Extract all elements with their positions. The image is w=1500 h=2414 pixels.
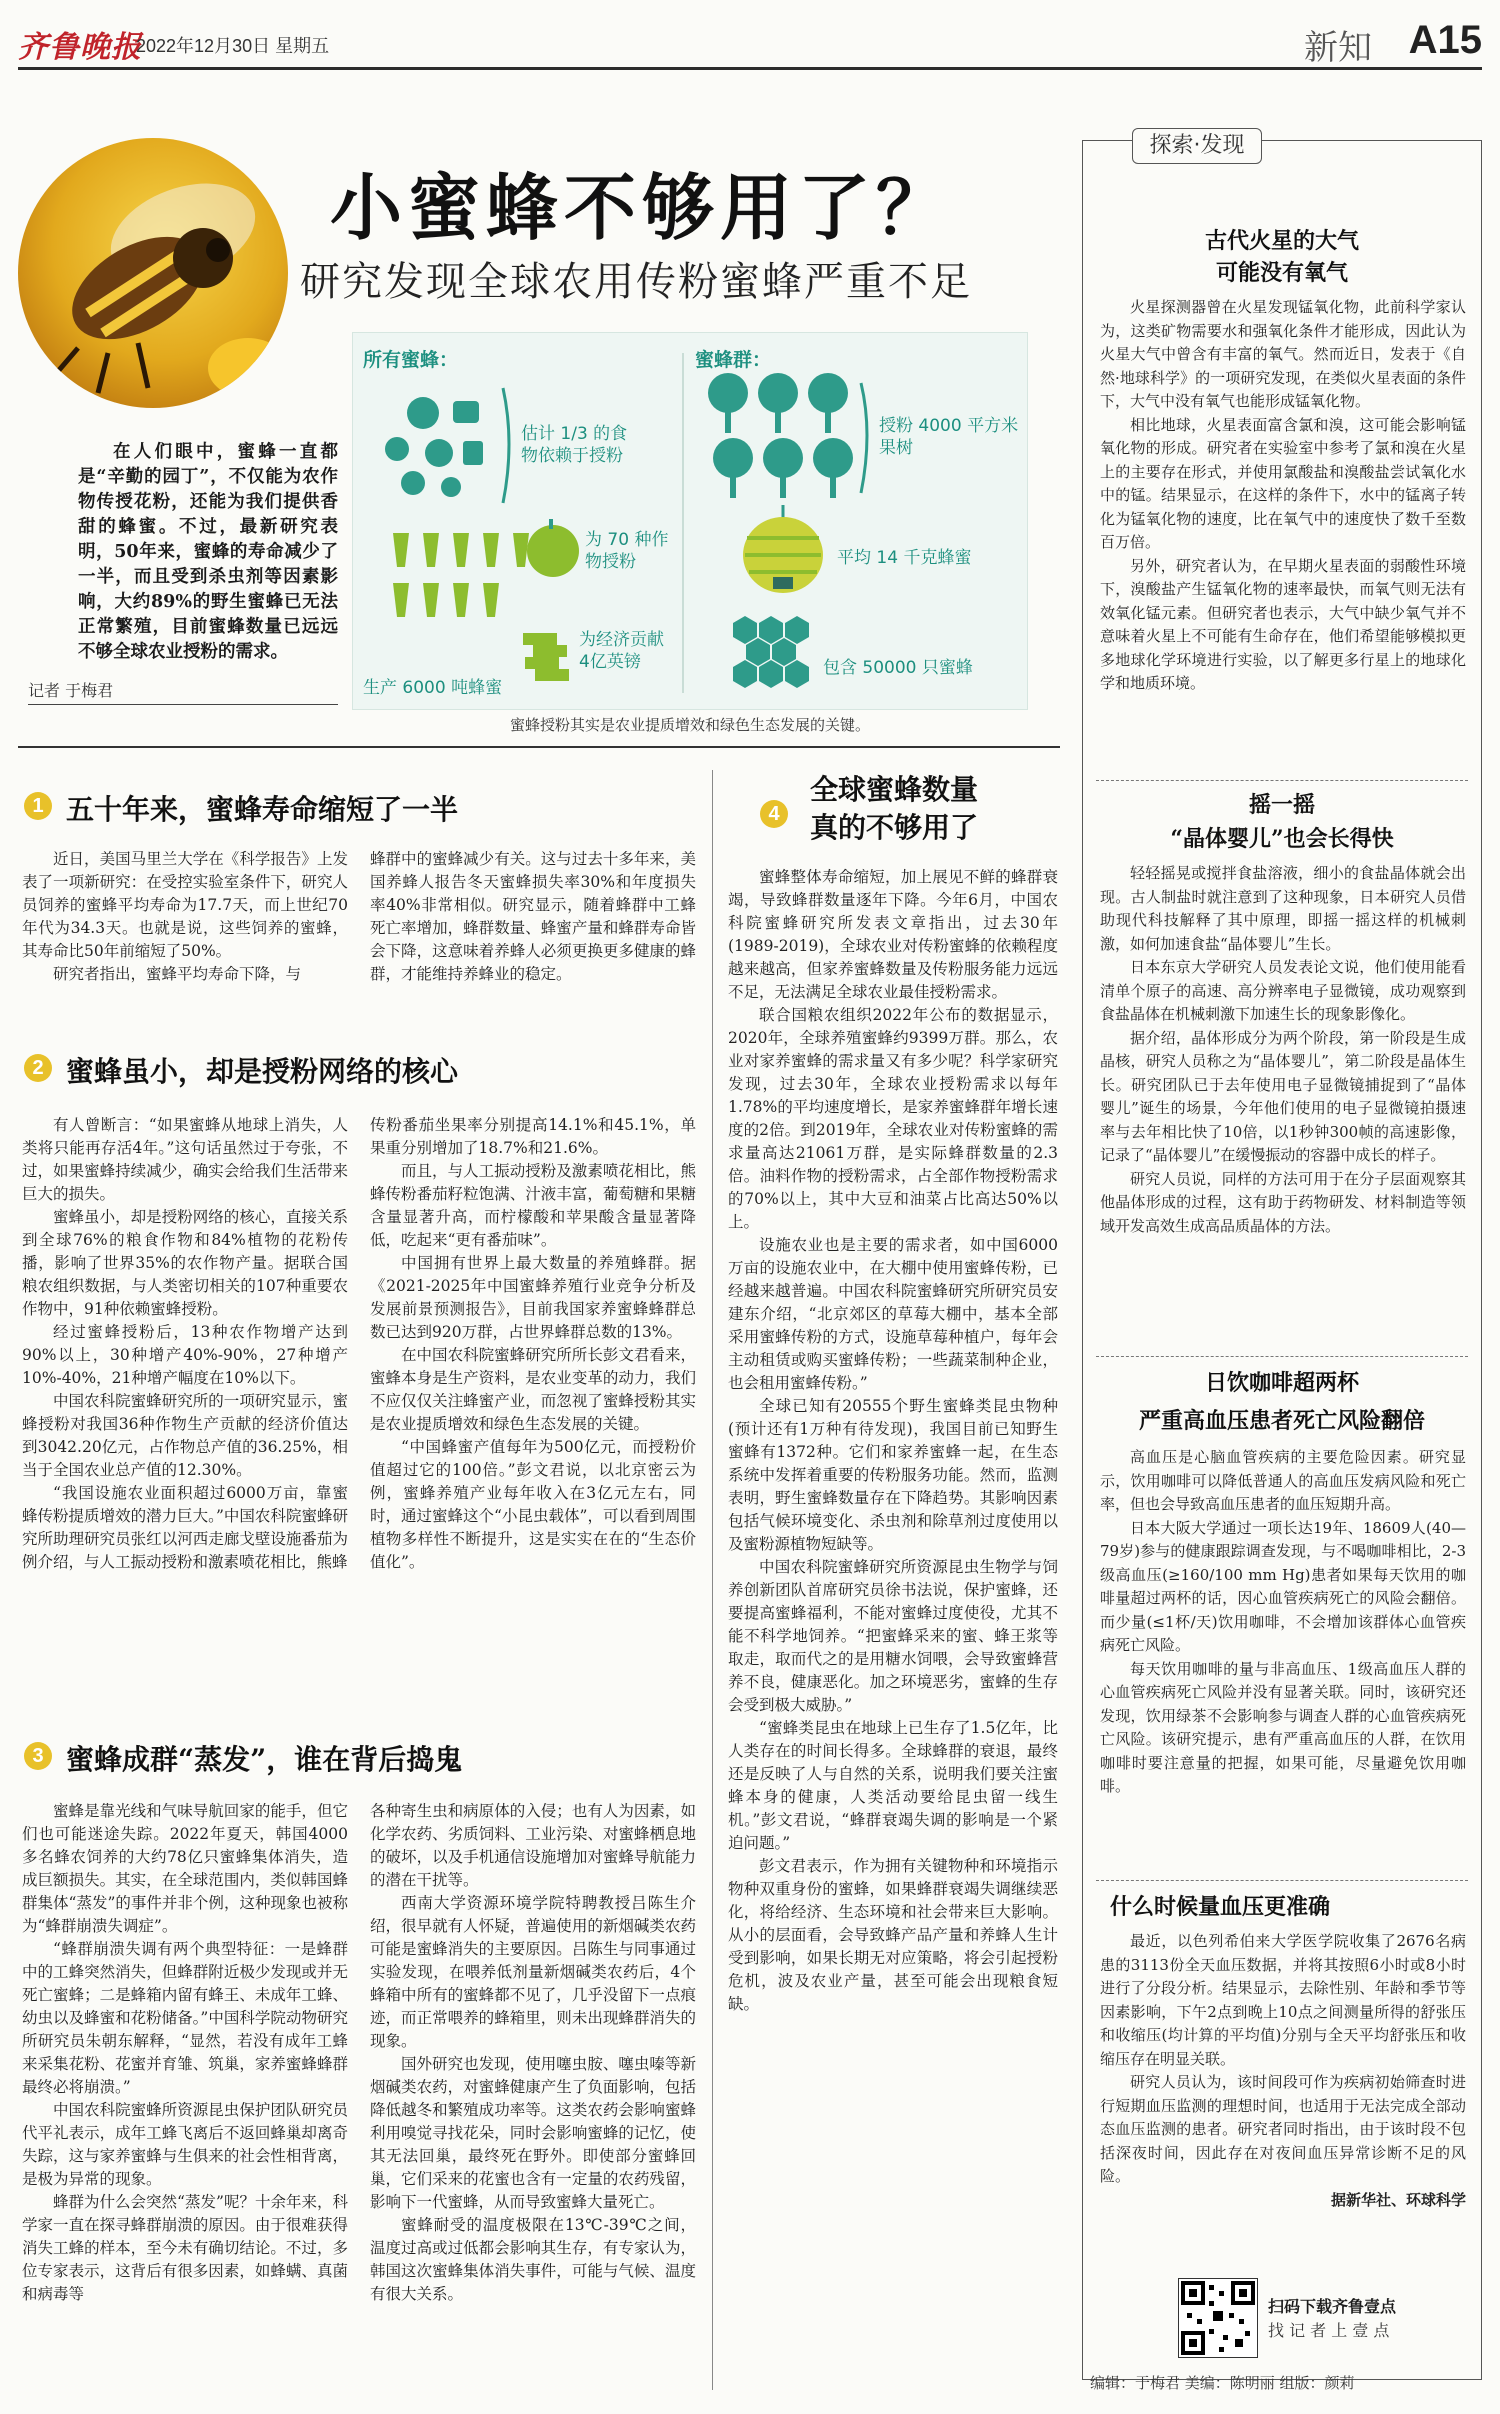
section-4-title-line2: 真的不够用了: [810, 811, 979, 844]
article-1-body: [1100, 296, 1466, 696]
sidebar-tag: 探索·发现: [1132, 128, 1262, 164]
section-1-number: 1: [24, 792, 52, 820]
section-4-number: 4: [760, 800, 788, 828]
editor-credits: 编辑：于梅君 美编：陈明丽 组版：颜莉: [1090, 2374, 1355, 2392]
paragraph: “中国蜂蜜产值每年为500亿元，而授粉价值超过它的100倍。”彭文君说，以北京密云为例，蜜蜂养殖产业每年收入在3亿元左右，同时，通过蜜蜂这个“小昆虫载体”，可以看到周围植物多样性不断提升，这是实实在在的“生态价值化”。: [370, 1438, 696, 1571]
article-4-body: [1100, 1930, 1466, 2212]
paragraph: 蜜蜂耐受的温度极限在13℃-39℃之间，温度过高或过低都会影响其生存，有专家认为，韩国这次蜜蜂集体消失事件，可能与气候、温度有很大关系。: [370, 2216, 696, 2303]
source-credit: 据新华社、环球科学: [1330, 2190, 1466, 2209]
paragraph: 各种寄生虫和病原体的入侵；也有人为因素，如化学农药、劣质饲料、工业污染、对蜜蜂栖息地的破坏，以及手机通信设施增加对蜜蜂导航能力的潜在干扰等。: [370, 1802, 696, 1889]
section-1-title: 五十年来，蜜蜂寿命缩短了一半: [66, 793, 459, 826]
paragraph: 国外研究也发现，使用噻虫胺、噻虫嗪等新烟碱类农药，对蜜蜂健康产生了负面影响，包括降低越冬和繁殖成功率等。这类农药会影响蜜蜂利用嗅觉寻找花朵，同时会影响蜜蜂的记忆，使其无法回巢，最终死在野外。即使部分蜜蜂回巢，它们采来的花蜜也含有一定量的农药残留，影响下一代蜜蜂，从而导致蜜蜂大量死亡。: [370, 2055, 696, 2211]
paragraph: 每天饮用咖啡的量与非高血压、1级高血压人群的心血管疾病死亡风险并没有显著关联。同时，该研究还发现，饮用绿茶不会影响参与调查人群的心血管疾病死亡风险。该研究提示，患有严重高血压的人群，在饮用咖啡时要注意量的把握，如果可能，尽量避免饮用咖啡。: [1100, 1659, 1466, 1795]
article-2-title-line1: 摇一摇: [1248, 792, 1315, 818]
paragraph: 在中国农科院蜜蜂研究所所长彭文君看来，蜜蜂本身是生产资料，是农业变革的动力，我们不应仅仅关注蜂蜜产业，而忽视了蜜蜂授粉其实是农业提质增效和绿色生态发展的关键。: [370, 1346, 696, 1433]
sidebar-separator: [1096, 1880, 1468, 1881]
masthead: [18, 18, 1482, 70]
column-divider: [712, 770, 713, 2390]
paragraph: 据介绍，晶体形成分为两个阶段，第一阶段是生成晶核，研究人员称之为“晶体婴儿”，第二阶段是晶体生长。研究团队已于去年使用电子显微镜捕捉到了“晶体婴儿”诞生的场景，今年他们使用的电子显微镜拍摄速率与去年相比快了10倍，以1秒钟300帧的高速影像，记录了“晶体婴儿”在缓慢振动的容器中成长的样子。: [1100, 1028, 1466, 1164]
infographic-item-economy: 为经济贡献 4亿英镑: [579, 630, 664, 672]
paragraph: 蜜蜂整体寿命缩短，加上展见不鲜的蜂群衰竭，导致蜂群数量逐年下降。今年6月，中国农科院蜜蜂研究所发表文章指出，过去30年(1989-2019)，全球农业对传粉蜜蜂的依赖程度越来越高，但家养蜜蜂数量及传粉服务能力远远不足，无法满足全球农业最佳授粉需求。: [728, 868, 1058, 1001]
newspaper-logo: 齐鲁晚报: [18, 30, 142, 65]
section-name: 新知: [1304, 28, 1372, 68]
section-3-title: 蜜蜂成群“蒸发”，谁在背后捣鬼: [66, 1743, 463, 1776]
headline: 小蜜蜂不够用了？: [330, 165, 955, 250]
section-3-column-a: [22, 1800, 348, 2306]
qr-code[interactable]: [1178, 2278, 1258, 2358]
infographic-item-avg-honey: 平均 14 千克蜂蜜: [837, 548, 972, 568]
paragraph: 彭文君表示，作为拥有关键物种和环境指示物种双重身份的蜜蜂，如果蜂群衰竭失调继续恶化，将给经济、生态环境和社会带来巨大影响。从小的层面看，会导致蜂产品产量和养蜂人生计受到影响，如果长期无对应策略，将会引起授粉危机，波及农业产量，甚至可能会出现粮食短缺。: [728, 1857, 1058, 2013]
article-2-title-line2: “晶体婴儿”也会长得快: [1170, 826, 1394, 852]
paragraph: 经过蜜蜂授粉后，13种农作物增产达到90%以上，30种增产40%-90%，27种增产10%-40%，21种增产幅度在10%以下。: [22, 1323, 348, 1387]
paragraph: 日本东京大学研究人员发表论文说，他们使用能看清单个原子的高速、高分辨率电子显微镜，成功观察到食盐晶体在机械刺激下加速生长的现象影像化。: [1100, 958, 1466, 1023]
paragraph: 日本大阪大学通过一项长达19年、18609人(40—79岁)参与的健康跟踪调查发现，与不喝咖啡相比，2-3级高血压(≥160/100 mm Hg)患者如果每天饮用的咖啡量超过两杯的话，因心血管疾病死亡的风险会翻倍。而少量(≤1杯/天)饮用咖啡，不会增加该群体心血管疾病死亡风险。: [1100, 1518, 1466, 1654]
paragraph: 中国拥有世界上最大数量的养殖蜂群。据《2021-2025年中国蜜蜂养殖行业竞争分析及发展前景预测报告》，目前我国家养蜜蜂蜂群总数已达到920万群，占世界蜂群总数的13%。: [370, 1254, 696, 1341]
section-4-title-line1: 全球蜜蜂数量: [810, 773, 979, 806]
paragraph: 蜜蜂虽小，却是授粉网络的核心，直接关系到全球76%的粮食作物和84%植物的花粉传播，影响了世界35%的农作物产量。据联合国粮农组织数据，与人类密切相关的107种重要农作物中，91种依赖蜜蜂授粉。: [22, 1208, 348, 1318]
section-2-column-a: [22, 1114, 348, 1574]
paragraph: 高血压是心脑血管疾病的主要危险因素。研究显示，饮用咖啡可以降低普通人的高血压发病风险和死亡率，但也会导致高血压患者的血压短期升高。: [1100, 1448, 1466, 1513]
paragraph: 近日，美国马里兰大学在《科学报告》上发表了一项新研究：在受控实验室条件下，研究人员饲养的蜜蜂平均寿命为17.7天，而上世纪70年代为34.3天。也就是说，这些饲养的蜜蜂，其寿命比50年前缩短了50%。: [22, 850, 348, 960]
paragraph: 而且，与人工振动授粉及激素喷花相比，熊蜂传粉番茄籽粒饱满、汁液丰富，葡萄糖和果糖含量显著升高，而柠檬酸和苹果酸含量显著降低，吃起来“更有番茄味”。: [370, 1162, 696, 1249]
paragraph: 全球已知有20555个野生蜜蜂类昆虫物种(预计还有1万种有待发现)，我国目前已知野生蜜蜂有1372种。它们和家养蜜蜂一起，在生态系统中发挥着重要的传粉服务功能。然而，监测表明，野生蜜蜂数量存在下降趋势。其影响因素包括气候环境变化、杀虫剂和除草剂过度使用以及蜜粉源植物短缺等。: [728, 1397, 1058, 1553]
article-3-title-line2: 严重高血压患者死亡风险翻倍: [1138, 1408, 1425, 1434]
subheadline: 研究发现全球农用传粉蜜蜂严重不足: [300, 259, 972, 305]
paragraph: 蜜蜂是靠光线和气味导航回家的能手，但它们也可能迷途失踪。2022年夏天，韩国4000多名蜂农饲养的大约78亿只蜜蜂集体消失，造成巨额损失。其实，在全球范围内，类似韩国蜂群集体“蒸发”的事件并非个例，这种现象也被称为“蜂群崩溃失调症”。: [22, 1802, 348, 1935]
paragraph: 另外，研究者认为，在早期火星表面的弱酸性环境下，溴酸盐产生锰氧化物的速率最快，而氧气则无法有效氧化锰元素。但研究者也表示，大气中缺少氧气并不意味着火星上不可能有生命存在，他们希望能够模拟更多地球化学环境进行实验，以了解更多行星上的地球化学和地质环境。: [1100, 556, 1466, 692]
infographic-item-crops: 为 70 种作物授粉: [585, 530, 669, 572]
issue-date: 2022年12月30日 星期五: [136, 36, 330, 56]
paragraph: 轻轻摇晃或搅拌食盐溶液，细小的食盐晶体就会出现。古人制盐时就注意到了这种现象，日本研究人员借助现代科技解释了其中原理，即摇一摇这样的机械刺激，如何加速食盐“晶体婴儿”生长。: [1100, 864, 1466, 953]
section-2-number: 2: [24, 1054, 52, 1082]
paragraph: “蜜蜂类昆虫在地球上已生存了1.5亿年，比人类存在的时间长得多。全球蜂群的衰退，最终还是反映了人与自然的关系，说明我们要关注蜜蜂本身的健康，人类活动要给昆虫留一线生机。”彭文君说，“蜂群衰竭失调的影响是一个紧迫问题。”: [728, 1719, 1058, 1852]
paragraph: 蜂群中的蜜蜂减少有关。这与过去十多年来，美国养蜂人报告冬天蜜蜂损失率30%和年度损失率40%非常相似。研究显示，随着蜂群中工蜂死亡率增加，蜂群数量、蜂蜜产量和蜂群寿命皆会下降，这意味着养蜂人必须更换更多健康的蜂群，才能维持养蜂业的稳定。: [370, 850, 696, 983]
paragraph: 最近，以色列希伯来大学医学院收集了2676名病患的3113份全天血压数据，并将其按照6小时或8小时进行了分段分析。结果显示，去除性别、年龄和季节等因素影响，下午2点到晚上10点之间测量所得的舒张压和收缩压(均计算的平均值)分别与全天平均舒张压和收缩压存在明显关联。: [1100, 1932, 1466, 2068]
paragraph: 火星探测器曾在火星发现锰氧化物，此前科学家认为，这类矿物需要水和强氧化条件才能形成，因此认为火星大气中曾含有丰富的氧气。然而近日，发表于《自然·地球科学》的一项研究发现，在类似火星表面的条件下，大气中没有氧气也能形成锰氧化物。: [1100, 298, 1466, 410]
paragraph: 蜂群为什么会突然“蒸发”呢？十余年来，科学家一直在探寻蜂群崩溃的原因。由于很难获得消失工蜂的样本，至今未有确切结论。不过，多位专家表示，这背后有很多因素，如蜂螨、真菌和病毒等: [22, 2193, 348, 2303]
lead-paragraph: 在人们眼中，蜜蜂一直都是“辛勤的园丁”，不仅能为农作物传授花粉，还能为我们提供香甜的蜂蜜。不过，最新研究表明，50年来，蜜蜂的寿命减少了一半，而且受到杀虫剂等因素影响，大约89%的野生蜜蜂已无法正常繁殖，目前蜜蜂数量已远远不够全球农业授粉的需求。: [78, 442, 338, 662]
paragraph: “蜂群崩溃失调有两个典型特征：一是蜂群中的工蜂突然消失，但蜂群附近极少发现或并无死亡蜜蜂；二是蜂箱内留有蜂王、未成年工蜂、幼虫以及蜂蜜和花粉储备。”中国科学院动物研究所研究员朱朝东解释，“显然，若没有成年工蜂来采集花粉、花蜜并育雏、筑巢，家养蜜蜂蜂群最终必将崩溃。”: [22, 1940, 348, 2096]
qr-caption-line2: 找 记 者 上 壹 点: [1268, 2321, 1390, 2340]
section-2-title: 蜜蜂虽小，却是授粉网络的核心: [66, 1055, 459, 1088]
infographic-item-food: 估计 1/3 的食物依赖于授粉: [521, 424, 628, 466]
infographic-caption: 蜜蜂授粉其实是农业提质增效和绿色生态发展的关键。: [509, 716, 870, 734]
section-1-column-b: [370, 848, 696, 986]
infographic-item-orchard: 授粉 4000 平方米果树: [879, 416, 1019, 458]
qr-caption-line1: 扫码下载齐鲁壹点: [1268, 2297, 1397, 2316]
infographic-item-bees: 包含 50000 只蜜蜂: [823, 658, 973, 678]
article-1-title-line2: 可能没有氧气: [1215, 260, 1348, 286]
paragraph: 相比地球，火星表面富含氯和溴，这可能会影响锰氧化物的形成。研究者在实验室中参考了氯和溴在火星上的主要存在形式，并使用氯酸盐和溴酸盐尝试氧化水中的锰。结果显示，在这样的条件下，水中的锰离子转化为锰氧化物的速度，比在氧气中的速度快了数千至数百万倍。: [1100, 415, 1466, 551]
divider-line: [18, 746, 1060, 748]
paragraph: 设施农业也是主要的需求者，如中国6000万亩的设施农业中，在大棚中使用蜜蜂传粉，已经越来越普遍。中国农科院蜜蜂研究所研究员安建东介绍，“北京郊区的草莓大棚中，基本全部采用蜜蜂传粉的方式，设施草莓种植户，每年会主动租赁或购买蜜蜂传粉；一些蔬菜制种企业，也会租用蜜蜂传粉。”: [728, 1236, 1058, 1392]
section-4-column: [728, 866, 1058, 2016]
article-4-title: 什么时候量血压更准确: [1110, 1894, 1331, 1920]
paragraph: “我国设施农业面积超过6000万亩，靠蜜蜂传粉提质增效的潜力巨大。”中国农科院蜜蜂研究所助理研究员张红以河西走廊戈壁设施番茄为例介绍，与人工振动授粉和激素喷花相比，熊蜂: [22, 1484, 348, 1571]
article-1-title-line1: 古代火星的大气: [1204, 228, 1359, 254]
sidebar-separator: [1096, 780, 1468, 781]
paragraph: 中国农科院蜜蜂所资源昆虫保护团队研究员代平礼表示，成年工蜂飞离后不返回蜂巢却离奇失踪，这与家养蜜蜂与生俱来的社会性相背离，是极为异常的现象。: [22, 2101, 348, 2188]
article-2-body: [1100, 862, 1466, 1238]
section-1-column-a: [22, 848, 348, 986]
section-3-column-b: [370, 1800, 696, 2306]
infographic-right-title: 蜜蜂群：: [695, 349, 772, 371]
paragraph: 研究者指出，蜜蜂平均寿命下降，与: [53, 965, 302, 983]
article-3-title-line1: 日饮咖啡超两杯: [1204, 1370, 1359, 1396]
reporter-byline: 记者 于梅君: [28, 678, 338, 705]
bee-photo: [18, 138, 288, 408]
paragraph: 中国农科院蜜蜂研究所资源昆虫生物学与饲养创新团队首席研究员徐书法说，保护蜜蜂，还要提高蜜蜂福利，不能对蜜蜂过度使役，尤其不能不科学地饲养。“把蜜蜂采来的蜜、蜂王浆等取走，取而代之的是用糖水饲喂，会导致蜜蜂营养不良，健康恶化。加之环境恶劣，蜜蜂的生存会受到极大威胁。”: [728, 1558, 1058, 1714]
bee-infographic: [352, 332, 1028, 710]
sidebar-separator: [1096, 1356, 1468, 1357]
paragraph: 联合国粮农组织2022年公布的数据显示，2020年，全球养殖蜜蜂约9399万群。那么，农业对家养蜜蜂的需求量又有多少呢？科学家研究发现，过去30年，全球农业授粉需求以每年1.78%的平均速度增长，是家养蜜蜂群年增长速度的2倍。到2019年，全球农业对传粉蜜蜂的需求量高达21061万群，是实际蜂群数量的2.3倍。油料作物的授粉需求，占全部作物授粉需求的70%以上，其中大豆和油菜占比高达50%以上。: [728, 1006, 1058, 1231]
paragraph: 研究人员认为，该时间段可作为疾病初始筛查时进行短期血压监测的理想时间，也适用于无法完成全部动态血压监测的患者。研究者同时指出，由于该时段不包括深夜时间，因此存在对夜间血压异常诊断不足的风险。: [1100, 2073, 1466, 2185]
section-3-number: 3: [24, 1742, 52, 1770]
infographic-item-honey: 生产 6000 吨蜂蜜: [363, 678, 503, 698]
article-3-body: [1100, 1446, 1466, 1799]
infographic-left-title: 所有蜜蜂：: [363, 349, 459, 371]
paragraph: 西南大学资源环境学院特聘教授吕陈生介绍，很早就有人怀疑，普遍使用的新烟碱类农药可能是蜜蜂消失的主要原因。吕陈生与同事通过实验发现，在喂养低剂量新烟碱类农药后，4个蜂箱中所有的蜜蜂都不见了，几乎没留下一点痕迹，而正常喂养的蜂箱里，则未出现蜂群消失的现象。: [370, 1894, 696, 2050]
section-2-column-b: [370, 1114, 696, 1574]
paragraph: 传粉番茄坐果率分别提高14.1%和45.1%，单果重分别增加了18.7%和21.6%。: [370, 1116, 696, 1157]
page-number: A15: [1408, 18, 1482, 62]
paragraph: 中国农科院蜜蜂研究所的一项研究显示，蜜蜂授粉对我国36种作物生产贡献的经济价值达到3042.20亿元，占作物总产值的36.25%，相当于全国农业总产值的12.30%。: [22, 1392, 348, 1479]
paragraph: 研究人员说，同样的方法可用于在分子层面观察其他晶体形成的过程，这有助于药物研发、材料制造等领域开发高效生成高品质晶体的方法。: [1100, 1169, 1466, 1235]
paragraph: 有人曾断言：“如果蜜蜂从地球上消失，人类将只能再存活4年。”这句话虽然过于夸张，不过，如果蜜蜂持续减少，确实会给我们生活带来巨大的损失。: [22, 1116, 348, 1203]
